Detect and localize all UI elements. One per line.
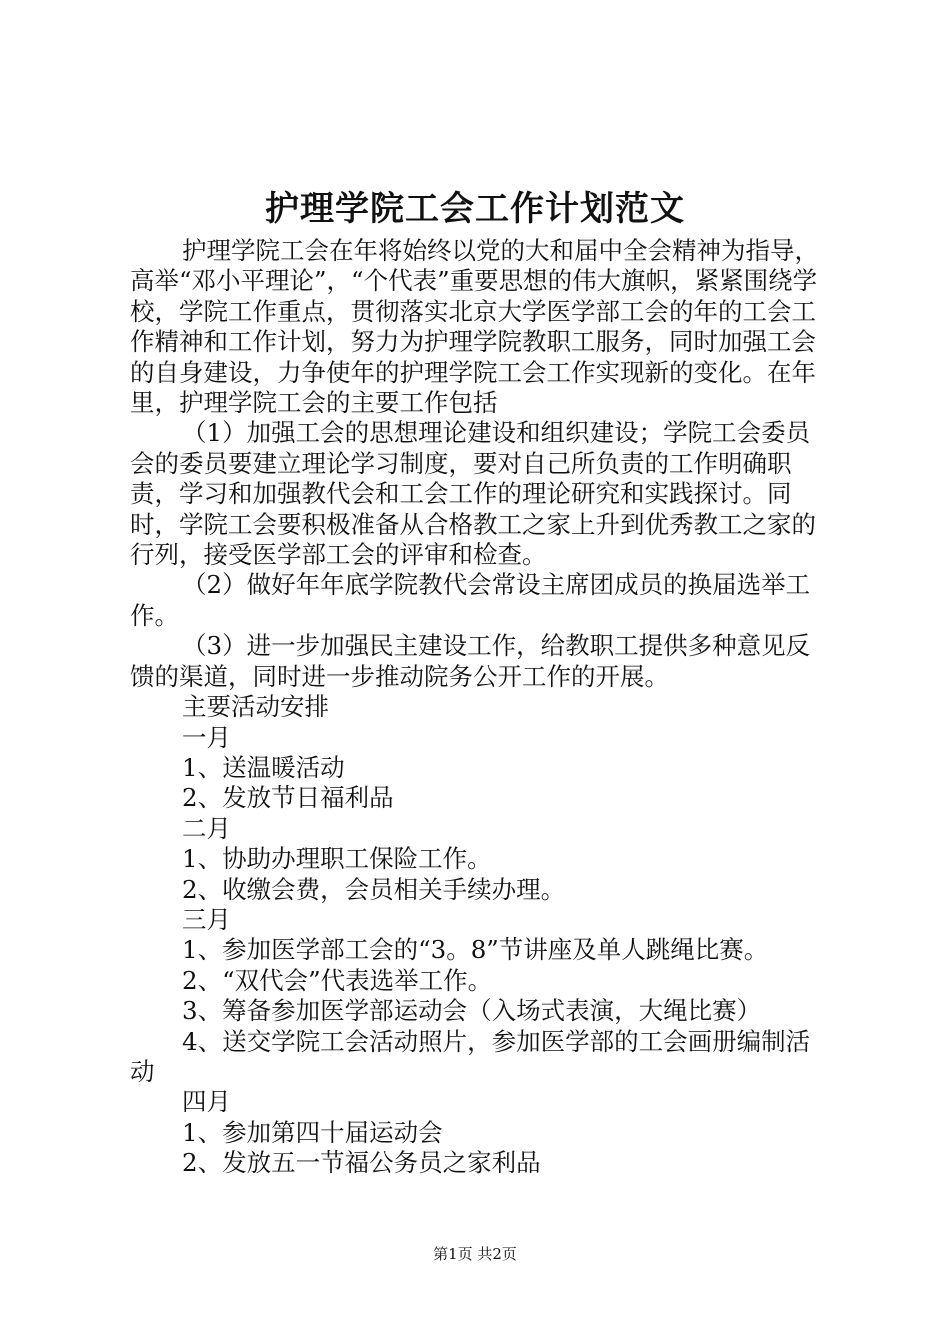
schedule-item: 2、发放五一节福公务员之家利品 bbox=[182, 1148, 541, 1178]
paragraph-intro: 护理学院工会在年将始终以党的大和届中全会精神为指导，高举“邓小平理论”，“个代表”重要思想的伟大旗帜，紧紧围绕学校，学院工作重点，贯彻落实北京大学医学部工会的年的工会工作精神和工作计划，努力为护理学院教职工服务，同时加强工会的自身建设，力争使年的护理学院工会工作实现新的变化。在年里，护理学院工会的主要工作包括 bbox=[130, 236, 819, 418]
document-body bbox=[130, 236, 830, 1179]
schedule-item: 2、收缴会费，会员相关手续办理。 bbox=[182, 874, 566, 904]
schedule-item: 1、参加医学部工会的“3。8”节讲座及单人跳绳比赛。 bbox=[182, 935, 769, 965]
paragraph-item-2: （2）做好年年底学院教代会常设主席团成员的换届选举工作。 bbox=[130, 570, 811, 630]
document-title: 护理学院工会工作计划范文 bbox=[265, 189, 685, 229]
month-heading: 一月 bbox=[182, 722, 231, 752]
schedule-item: 2、发放节日福利品 bbox=[182, 783, 394, 813]
schedule-item: 3、筹备参加医学部运动会（入场式表演，大绳比赛） bbox=[182, 996, 762, 1026]
schedule-item: 4、送交学院工会活动照片，参加医学部的工会画册编制活动 bbox=[130, 1026, 811, 1086]
month-heading: 二月 bbox=[182, 813, 231, 843]
paragraph-item-1: （1）加强工会的思想理论建设和组织建设；学院工会委员会的委员要建立理论学习制度，要对自己所负责的工作明确职责，学习和加强教代会和工会工作的理论研究和实践探讨。同时，学院工会要积极准备从合格教工之家上升到优秀教工之家的行列，接受医学部工会的评审和检查。 bbox=[130, 418, 816, 570]
page-number-footer: 第1页 共2页 bbox=[433, 1245, 517, 1263]
schedule-item: 1、参加第四十届运动会 bbox=[182, 1117, 443, 1147]
month-heading: 三月 bbox=[182, 904, 231, 934]
schedule-heading: 主要活动安排 bbox=[182, 692, 329, 722]
schedule-item: 1、协助办理职工保险工作。 bbox=[182, 844, 492, 874]
schedule-item: 1、送温暖活动 bbox=[182, 752, 345, 782]
month-heading: 四月 bbox=[182, 1087, 231, 1117]
paragraph-item-3: （3）进一步加强民主建设工作，给教职工提供多种意见反馈的渠道，同时进一步推动院务公开工作的开展。 bbox=[130, 631, 811, 691]
schedule-item: 2、“双代会”代表选举工作。 bbox=[182, 965, 493, 995]
